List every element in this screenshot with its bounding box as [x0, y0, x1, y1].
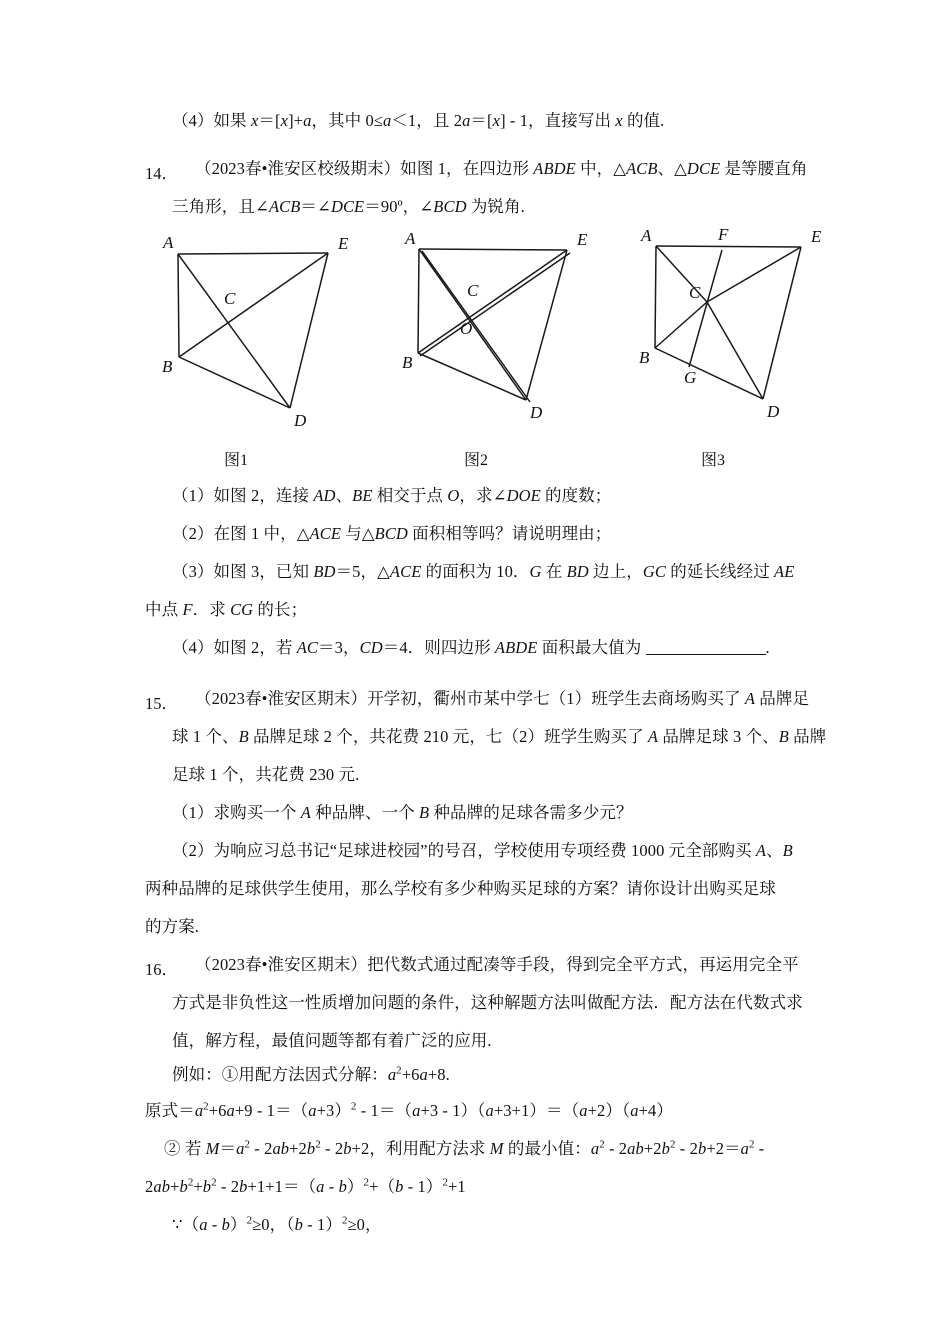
- question-16-number: 16．: [145, 960, 178, 979]
- question-15-part-1: （1）求购买一个 A 种品牌、一个 B 种品牌的足球各需多少元？: [172, 803, 633, 822]
- question-15-number: 15．: [145, 694, 178, 713]
- segment-CD: [707, 302, 763, 399]
- vertex-label-E: E: [338, 234, 349, 253]
- question-16-example-1: 例如：①用配方法因式分解：$a^2+6a+8$.: [172, 1064, 450, 1084]
- question-16-heading-line-3: 值，解方程，最值问题等都有着广泛的应用.: [172, 1031, 492, 1050]
- question-14-number: 14．: [145, 164, 178, 183]
- segment-AE: [178, 253, 328, 254]
- figure-2-svg: [397, 229, 612, 432]
- vertex-label-C: C: [689, 283, 701, 302]
- segment-AE: [419, 249, 567, 250]
- question-14-heading-line-1: （2023春•淮安区校级期末）如图 1，在四边形 ABDE 中，△ACB、△DCE 是等腰直角: [195, 159, 808, 178]
- question-16-example-2: 原式$=a^2+6a+9 - 1=(a+3)^2 - 1=(a+3 - 1)(a+3+1)=(a+2)(a+4)$: [145, 1100, 674, 1120]
- question-15-heading-line-1: （2023春•淮安区期末）开学初，衢州市某中学七（1）班学生去商场购买了 A 品牌足: [195, 689, 810, 708]
- figure-1-svg: [148, 232, 363, 432]
- segment-DE: [763, 247, 801, 399]
- figure-1: [148, 232, 363, 432]
- segment-BC: [655, 302, 707, 348]
- vertex-label-F: F: [718, 225, 729, 244]
- figure-2-caption: 图2: [464, 452, 489, 469]
- figure-3-caption: 图3: [701, 452, 726, 469]
- vertex-label-G: G: [684, 368, 697, 387]
- question-16-heading-line-2: 方式是非负性这一性质增加问题的条件，这种解题方法叫做配方法．配方法在代数式求: [172, 993, 803, 1012]
- segment-AB: [178, 254, 179, 357]
- figure-3: [636, 225, 851, 428]
- segment-FG: [689, 250, 722, 367]
- question-15-heading-line-3: 足球 1 个，共花费 230 元.: [172, 765, 360, 784]
- question-14-heading-line-2: 三角形，且∠ACB＝∠DCE＝90º，∠BCD 为锐角.: [172, 197, 525, 216]
- segment-AD: [178, 254, 290, 408]
- vertex-label-B: B: [639, 348, 650, 367]
- question-15-heading-line-2: 球 1 个、B 品牌足球 2 个，共花费 210 元，七（2）班学生购买了 A 品牌足球 3 个、B 品牌: [172, 727, 827, 746]
- vertex-label-E: E: [577, 230, 588, 249]
- vertex-label-A: A: [163, 233, 174, 252]
- question-16-example-3: ② 若 $M=a^2 - 2ab+2b^2 - 2b+2$，利用配方法求 M 的最小值：$a^2 - 2ab+2b^2 - 2b+2=a^2$ -: [164, 1138, 765, 1158]
- vertex-label-B: B: [402, 353, 413, 372]
- segment-BE-second: [420, 253, 570, 356]
- question-14-part-3-line-2: 中点 F．求 CG 的长；: [145, 600, 308, 619]
- figure-2: [397, 229, 612, 432]
- vertex-label-O: O: [460, 319, 473, 338]
- question-15-part-2-line-1: （2）为响应习总书记“足球进校园”的号召，学校使用专项经费 1000 元全部购买 A、B: [172, 841, 793, 860]
- segment-BD: [655, 348, 763, 399]
- answer-blank[interactable]: [646, 654, 766, 655]
- question-14-part-3-line-1: （3）如图 3，已知 BD＝5，△ACE 的面积为 10．G 在 BD 边上，GC 的延长线经过 AE: [172, 562, 795, 581]
- question-15-part-2-line-3: 的方案.: [145, 917, 200, 936]
- vertex-label-D: D: [530, 403, 543, 422]
- segment-AD-second: [422, 251, 530, 402]
- vertex-label-C: C: [224, 289, 236, 308]
- vertex-label-D: D: [294, 411, 307, 430]
- question-14-part-4: （4）如图 2，若 AC＝3，CD＝4．则四边形 ABDE 面积最大值为 .: [172, 638, 770, 657]
- vertex-label-D: D: [767, 402, 780, 421]
- segment-BE: [418, 250, 567, 353]
- segment-AE: [656, 246, 801, 247]
- question-14-part-1: （1）如图 2，连接 AD、BE 相交于点 O，求∠DOE 的度数；: [172, 486, 612, 505]
- question-15-part-2-line-2: 两种品牌的足球供学生使用，那么学校有多少种购买足球的方案？请你设计出购买足球: [145, 879, 776, 898]
- question-13-part-4: （4）如果 x＝[x]+a，其中 0≤a＜1，且 2a＝[x] - 1，直接写出 x 的值.: [172, 111, 665, 130]
- question-16-example-4: $2ab+b^2+b^2 - 2b+1+1=(a - b)^2+(b - 1)^2+1$: [145, 1176, 466, 1196]
- figure-3-svg: [636, 225, 851, 428]
- question-14-part-2: （2）在图 1 中，△ACE 与△BCD 面积相等吗？请说明理由；: [172, 524, 612, 543]
- vertex-label-C: C: [467, 281, 479, 300]
- question-16-example-5: ∵（a - b）$^2$≥0，（b - 1）$^2$≥0，: [172, 1214, 382, 1234]
- question-16-heading-line-1: （2023春•淮安区期末）把代数式通过配凑等手段，得到完全平方式，再运用完全平: [195, 955, 799, 974]
- vertex-label-E: E: [811, 227, 822, 246]
- vertex-label-B: B: [162, 357, 173, 376]
- segment-DE: [526, 250, 567, 400]
- vertex-label-A: A: [405, 229, 416, 248]
- vertex-label-A: A: [641, 226, 652, 245]
- segment-AB: [655, 246, 656, 348]
- figure-1-caption: 图1: [224, 452, 249, 469]
- segment-BD: [179, 357, 290, 408]
- segment-AB: [418, 249, 419, 353]
